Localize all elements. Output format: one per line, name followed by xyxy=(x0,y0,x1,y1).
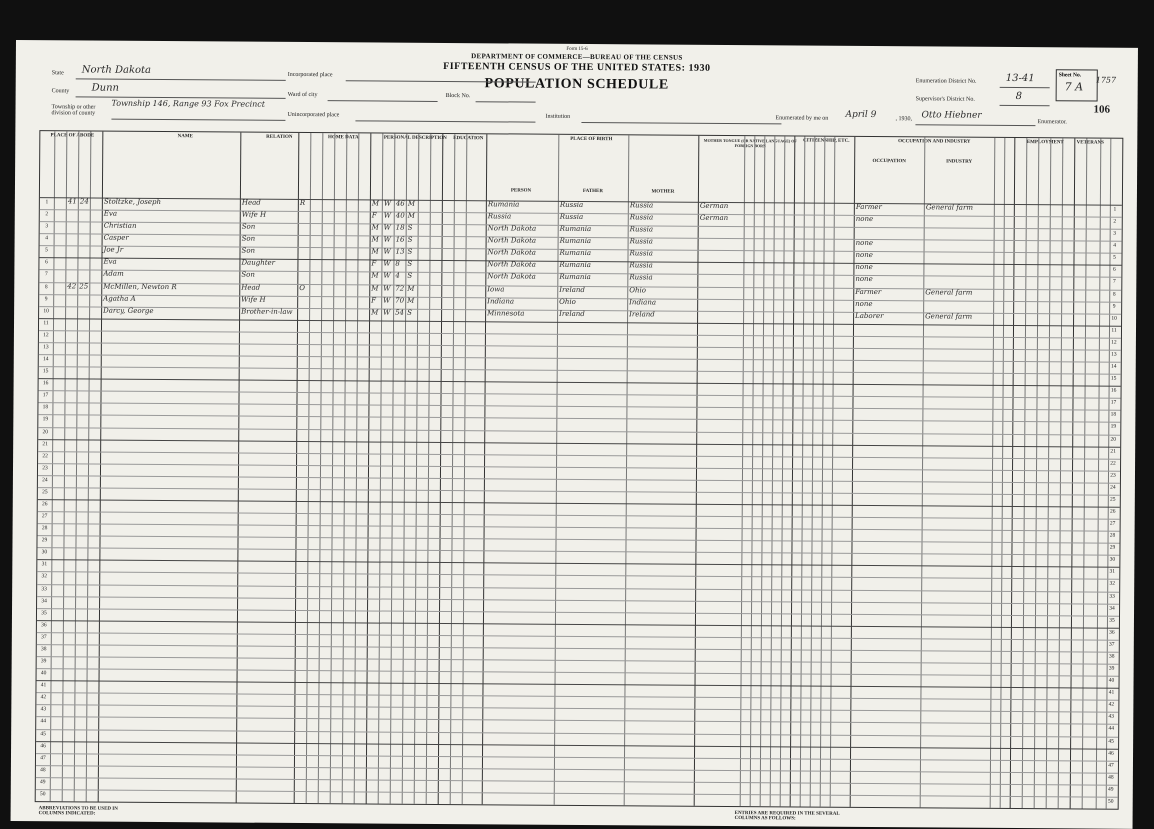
birthplace-father: Ireland xyxy=(559,309,585,318)
marital-status: S xyxy=(407,308,412,317)
row-number-right: 2 xyxy=(1113,218,1117,225)
birthplace-mother: Russia xyxy=(629,213,654,222)
row-number-right: 28 xyxy=(1109,532,1116,539)
county-label: County xyxy=(51,88,70,95)
row-number-left: 4 xyxy=(45,235,49,242)
row-number-right: 16 xyxy=(1110,387,1117,394)
race: W xyxy=(383,272,391,281)
row-number-left: 46 xyxy=(40,742,46,749)
dwelling-number: 41 xyxy=(67,197,77,206)
age: 13 xyxy=(395,247,405,257)
group-personal-description: PERSONAL DESCRIPTION xyxy=(383,135,447,142)
row-number-left: 7 xyxy=(44,271,48,278)
race: W xyxy=(383,199,392,208)
enumerator-name: Otto Hiebner xyxy=(921,110,982,121)
row-number-right: 50 xyxy=(1107,798,1114,805)
row-number-left: 48 xyxy=(40,766,46,773)
row-number-right: 31 xyxy=(1109,569,1116,576)
dwelling-number: 42 xyxy=(67,281,77,290)
row-number-left: 50 xyxy=(39,791,46,798)
enumerated-label: Enumerated by me on xyxy=(775,115,829,122)
row-number-right: 42 xyxy=(1108,701,1115,708)
birthplace-mother: Russia xyxy=(629,237,654,246)
row-number-left: 20 xyxy=(42,428,49,435)
marital-status: S xyxy=(407,235,413,245)
row-number-left: 49 xyxy=(40,779,46,786)
row-number-left: 42 xyxy=(40,694,47,701)
age: 16 xyxy=(395,235,405,244)
person-name: Casper xyxy=(103,233,129,243)
state-value: North Dakota xyxy=(81,64,152,76)
state-label: State xyxy=(51,70,64,77)
row-number-right: 39 xyxy=(1108,665,1115,672)
relation: Head xyxy=(241,198,261,207)
row-number-right: 44 xyxy=(1108,726,1114,733)
row-number-right: 40 xyxy=(1108,677,1115,684)
subhead-person: PERSON xyxy=(510,188,532,194)
birthplace-mother: Russia xyxy=(629,261,653,270)
row-number-left: 38 xyxy=(40,646,47,653)
row-number-right: 22 xyxy=(1110,460,1116,467)
birthplace-father: Rumania xyxy=(559,273,591,282)
subhead-mother: MOTHER xyxy=(651,189,675,195)
form-number: Form 15-6 xyxy=(566,46,588,52)
row-number-right: 6 xyxy=(1113,267,1116,274)
birthplace-father: Russia xyxy=(559,200,584,209)
sex: F xyxy=(371,211,377,220)
row-number-left: 12 xyxy=(43,332,49,339)
person-name: Adam xyxy=(103,270,124,279)
population-table xyxy=(35,130,1124,810)
schedule-title: POPULATION SCHEDULE xyxy=(484,76,669,93)
group-mother-tongue: MOTHER TONGUE (OR NATIVE LANGUAGE) OF FOREIGN BORN xyxy=(703,137,797,149)
row-number-left: 31 xyxy=(41,561,48,568)
row-number-right: 34 xyxy=(1109,605,1115,612)
row-number-right: 45 xyxy=(1108,738,1114,745)
row-number-left: 15 xyxy=(42,368,49,375)
row-number-left: 6 xyxy=(45,259,48,266)
sheet-value: 7 A xyxy=(1064,80,1084,94)
person-name: Eva xyxy=(103,209,118,218)
age: 8 xyxy=(395,260,400,269)
row-number-left: 33 xyxy=(41,585,47,592)
mother-tongue: German xyxy=(699,201,729,210)
birthplace-father: Russia xyxy=(559,212,584,222)
row-number-left: 23 xyxy=(42,464,48,471)
row-number-left: 28 xyxy=(41,525,48,532)
relation: Brother-in-law xyxy=(241,307,293,316)
row-number-right: 5 xyxy=(1113,254,1116,261)
row-number-right: 11 xyxy=(1111,327,1117,334)
person-name: McMillen, Newton R xyxy=(103,282,177,291)
age: 4 xyxy=(395,272,400,281)
marital-status: M xyxy=(407,296,415,305)
row-number-left: 13 xyxy=(43,344,49,351)
group-name: NAME xyxy=(177,134,193,140)
row-number-right: 48 xyxy=(1108,774,1114,781)
row-number-right: 41 xyxy=(1108,689,1115,696)
birthplace-person: Minnesota xyxy=(487,309,525,318)
birthplace-person: North Dakota xyxy=(487,248,537,257)
person-name: Stoltzke, Joseph xyxy=(103,197,162,207)
row-number-left: 41 xyxy=(40,682,47,689)
birthplace-mother: Ohio xyxy=(629,285,647,294)
occupation: none xyxy=(855,275,873,284)
row-number-right: 49 xyxy=(1108,786,1114,793)
age: 40 xyxy=(395,211,405,220)
relation: Daughter xyxy=(241,258,276,268)
sex: M xyxy=(371,308,379,317)
marital-status: S xyxy=(407,260,413,269)
group-citizenship: CITIZENSHIP, ETC. xyxy=(803,138,850,144)
marital-status: M xyxy=(407,211,415,220)
row-number-right: 20 xyxy=(1110,436,1117,443)
sheet-label: Sheet No. xyxy=(1058,72,1082,79)
race: W xyxy=(383,247,391,256)
birthplace-person: Rumania xyxy=(487,200,520,209)
marital-status: S xyxy=(407,248,413,257)
race: W xyxy=(383,296,391,305)
birthplace-father: Ireland xyxy=(559,285,585,294)
row-number-left: 37 xyxy=(41,634,47,641)
row-number-left: 9 xyxy=(44,295,48,302)
group-place-of-birth: PLACE OF BIRTH xyxy=(570,136,613,143)
enumerated-date: April 9 xyxy=(845,109,877,121)
race: W xyxy=(383,235,391,244)
entries-title: ENTRIES ARE REQUIRED IN THE SEVERAL COLUMNS AS FOLLOWS: xyxy=(734,811,840,822)
age: 18 xyxy=(395,223,405,232)
township-label: Township or other division of county xyxy=(51,104,96,117)
relation: Head xyxy=(241,283,261,292)
row-number-left: 47 xyxy=(40,754,46,761)
group-place-of-abode: PLACE OF ABODE xyxy=(50,133,95,139)
row-number-left: 29 xyxy=(41,537,48,544)
age: 46 xyxy=(395,199,405,208)
row-number-right: 1 xyxy=(1113,206,1117,213)
occupation: none xyxy=(855,214,874,224)
row-number-right: 15 xyxy=(1110,375,1117,382)
age: 54 xyxy=(395,308,405,317)
race: W xyxy=(383,308,391,317)
sex: M xyxy=(371,247,379,256)
birthplace-person: North Dakota xyxy=(487,236,537,245)
row-number-left: 18 xyxy=(42,404,49,411)
row-number-left: 32 xyxy=(41,573,48,580)
occupation: Farmer xyxy=(855,202,882,212)
row-number-left: 19 xyxy=(42,416,49,423)
relation: Son xyxy=(241,271,255,280)
row-number-left: 8 xyxy=(44,283,48,290)
row-number-left: 11 xyxy=(43,319,49,327)
abbrev-title: ABBREVIATIONS TO BE USED IN COLUMNS INDICATED: xyxy=(38,806,118,817)
group-home-data: HOME DATA xyxy=(328,135,359,141)
sex: F xyxy=(371,296,377,305)
person-name: Eva xyxy=(103,258,117,267)
row-number-left: 45 xyxy=(40,730,46,737)
row-number-right: 47 xyxy=(1108,762,1114,769)
age: 72 xyxy=(395,284,405,293)
marital-status: M xyxy=(407,199,416,208)
birthplace-person: North Dakota xyxy=(487,260,536,270)
row-number-right: 8 xyxy=(1112,291,1116,298)
family-number: 24 xyxy=(79,197,89,206)
birthplace-mother: Russia xyxy=(629,201,654,210)
subhead-industry: INDUSTRY xyxy=(946,159,973,165)
occupation: none xyxy=(855,299,873,308)
row-number-left: 43 xyxy=(40,706,47,713)
industry: General farm xyxy=(925,287,973,297)
department-title: DEPARTMENT OF COMMERCE—BUREAU OF THE CENSUS xyxy=(471,52,683,62)
mother-tongue: German xyxy=(699,213,729,223)
row-number-left: 26 xyxy=(41,501,48,508)
relation: Wife H xyxy=(241,210,267,219)
incorporated-label: Incorporated place xyxy=(287,71,333,79)
row-number-right: 23 xyxy=(1110,472,1116,479)
row-number-right: 14 xyxy=(1110,363,1117,370)
supervisor-value: 8 xyxy=(1015,90,1023,103)
sex: M xyxy=(371,271,379,281)
row-number-left: 10 xyxy=(43,307,49,314)
race: W xyxy=(383,259,391,269)
row-number-left: 27 xyxy=(41,513,48,520)
row-number-right: 10 xyxy=(1111,315,1117,322)
row-number-left: 3 xyxy=(45,223,49,230)
row-number-right: 37 xyxy=(1109,641,1115,648)
stamp-number: 106 xyxy=(1093,103,1111,116)
person-name: Christian xyxy=(103,221,137,231)
birthplace-mother: Russia xyxy=(629,273,653,282)
birthplace-father: Rumania xyxy=(559,224,592,234)
occupation: none xyxy=(855,263,873,272)
enumeration-label: Enumeration District No. xyxy=(915,78,977,85)
subhead-father: FATHER xyxy=(582,188,604,195)
occupation: Farmer xyxy=(855,287,882,296)
group-veterans: VETERANS xyxy=(1076,140,1104,146)
row-number-right: 32 xyxy=(1109,581,1115,588)
row-number-right: 35 xyxy=(1109,617,1115,624)
row-number-right: 29 xyxy=(1109,544,1116,551)
subhead-occupation: OCCUPATION xyxy=(872,158,906,165)
group-occupation: OCCUPATION AND INDUSTRY xyxy=(898,139,971,145)
relation: Son xyxy=(241,234,256,243)
township-value: Township 146, Range 93 Fox Precinct xyxy=(111,98,266,109)
age: 70 xyxy=(395,296,405,305)
birthplace-father: Ohio xyxy=(559,297,576,306)
supervisor-label: Supervisor's District No. xyxy=(915,96,975,103)
row-number-right: 19 xyxy=(1110,424,1117,431)
race: W xyxy=(383,223,391,232)
row-number-left: 35 xyxy=(41,609,47,616)
sex: M xyxy=(371,235,379,244)
year-suffix: , 1930, xyxy=(895,116,912,123)
sex: F xyxy=(371,259,377,268)
birthplace-person: North Dakota xyxy=(487,224,537,233)
race: W xyxy=(383,211,392,220)
occupation: Laborer xyxy=(855,311,884,320)
corner-number: 1757 xyxy=(1095,75,1117,85)
row-number-left: 44 xyxy=(40,718,47,725)
birthplace-person: North Dakota xyxy=(487,272,536,282)
birthplace-mother: Russia xyxy=(629,249,653,258)
row-number-left: 5 xyxy=(45,247,48,254)
birthplace-father: Rumania xyxy=(559,249,592,258)
birthplace-mother: Indiana xyxy=(629,297,657,307)
row-number-left: 14 xyxy=(43,356,49,363)
row-number-right: 3 xyxy=(1113,230,1117,237)
row-number-left: 40 xyxy=(40,670,47,677)
home-tenure: R xyxy=(299,198,306,208)
row-number-right: 12 xyxy=(1111,339,1117,346)
row-number-right: 43 xyxy=(1108,714,1115,721)
census-sheet xyxy=(11,40,1138,829)
row-number-left: 2 xyxy=(45,211,49,218)
relation: Son xyxy=(241,246,256,255)
industry: General farm xyxy=(925,312,973,321)
sex: M xyxy=(371,223,379,232)
row-number-right: 7 xyxy=(1112,279,1116,286)
home-tenure: O xyxy=(299,283,306,292)
sex: M xyxy=(371,199,380,208)
row-number-left: 21 xyxy=(42,440,48,447)
census-title: FIFTEENTH CENSUS OF THE UNITED STATES: 1930 xyxy=(443,60,711,74)
person-name: Agatha A xyxy=(103,294,136,303)
relation: Son xyxy=(241,222,256,231)
institution-label: Institution xyxy=(545,113,571,120)
group-education: EDUCATION xyxy=(453,136,484,142)
enumeration-value: 13-41 xyxy=(1005,72,1035,85)
row-number-right: 33 xyxy=(1109,593,1115,600)
row-number-right: 4 xyxy=(1113,242,1116,249)
birthplace-mother: Ireland xyxy=(629,310,655,319)
group-relation: RELATION xyxy=(266,134,293,140)
row-number-right: 18 xyxy=(1110,412,1117,419)
row-number-left: 25 xyxy=(42,489,48,496)
row-number-right: 26 xyxy=(1109,508,1116,515)
row-number-left: 17 xyxy=(42,392,49,399)
row-number-right: 25 xyxy=(1110,496,1116,503)
enumerator-label: Enumerator. xyxy=(1037,119,1067,126)
birthplace-father: Rumania xyxy=(559,237,592,246)
row-number-right: 36 xyxy=(1109,629,1115,636)
row-number-right: 17 xyxy=(1110,399,1117,406)
row-number-left: 16 xyxy=(42,380,49,387)
family-number: 25 xyxy=(79,281,89,291)
unincorporated-label: Unincorporated place xyxy=(287,111,340,119)
occupation: none xyxy=(855,251,873,260)
sheet-number-box xyxy=(1056,69,1098,101)
birthplace-mother: Russia xyxy=(629,225,654,234)
row-number-left: 22 xyxy=(42,452,48,459)
race: W xyxy=(383,284,391,293)
row-number-right: 27 xyxy=(1109,520,1116,527)
row-number-right: 21 xyxy=(1110,448,1116,455)
ward-label: Ward of city xyxy=(287,91,318,99)
marital-status: M xyxy=(407,284,415,293)
row-number-left: 36 xyxy=(41,621,47,629)
sex: M xyxy=(371,284,379,293)
person-name: Joe Jr xyxy=(103,245,124,255)
row-number-right: 38 xyxy=(1108,653,1115,660)
occupation: none xyxy=(855,239,874,248)
industry: General farm xyxy=(925,203,974,212)
row-number-left: 34 xyxy=(41,597,47,604)
row-number-right: 24 xyxy=(1110,484,1116,491)
row-number-left: 30 xyxy=(41,549,48,556)
birthplace-person: Indiana xyxy=(487,296,515,306)
row-number-right: 9 xyxy=(1112,303,1116,310)
marital-status: S xyxy=(407,223,413,232)
row-number-left: 39 xyxy=(40,658,47,665)
relation: Wife H xyxy=(241,295,266,304)
row-number-left: 24 xyxy=(42,477,48,484)
row-number-right: 46 xyxy=(1108,750,1114,757)
birthplace-person: Russia xyxy=(487,212,512,221)
person-name: Darcy, George xyxy=(103,306,154,315)
birthplace-father: Rumania xyxy=(559,261,591,270)
row-number-right: 13 xyxy=(1111,351,1117,358)
county-value: Dunn xyxy=(91,82,120,94)
block-label: Block No. xyxy=(445,93,471,100)
birthplace-person: Iowa xyxy=(487,284,505,293)
group-employment: EMPLOYMENT xyxy=(1026,140,1064,146)
row-number-right: 30 xyxy=(1109,556,1116,563)
row-number-left: 1 xyxy=(45,199,49,206)
marital-status: S xyxy=(407,272,413,281)
